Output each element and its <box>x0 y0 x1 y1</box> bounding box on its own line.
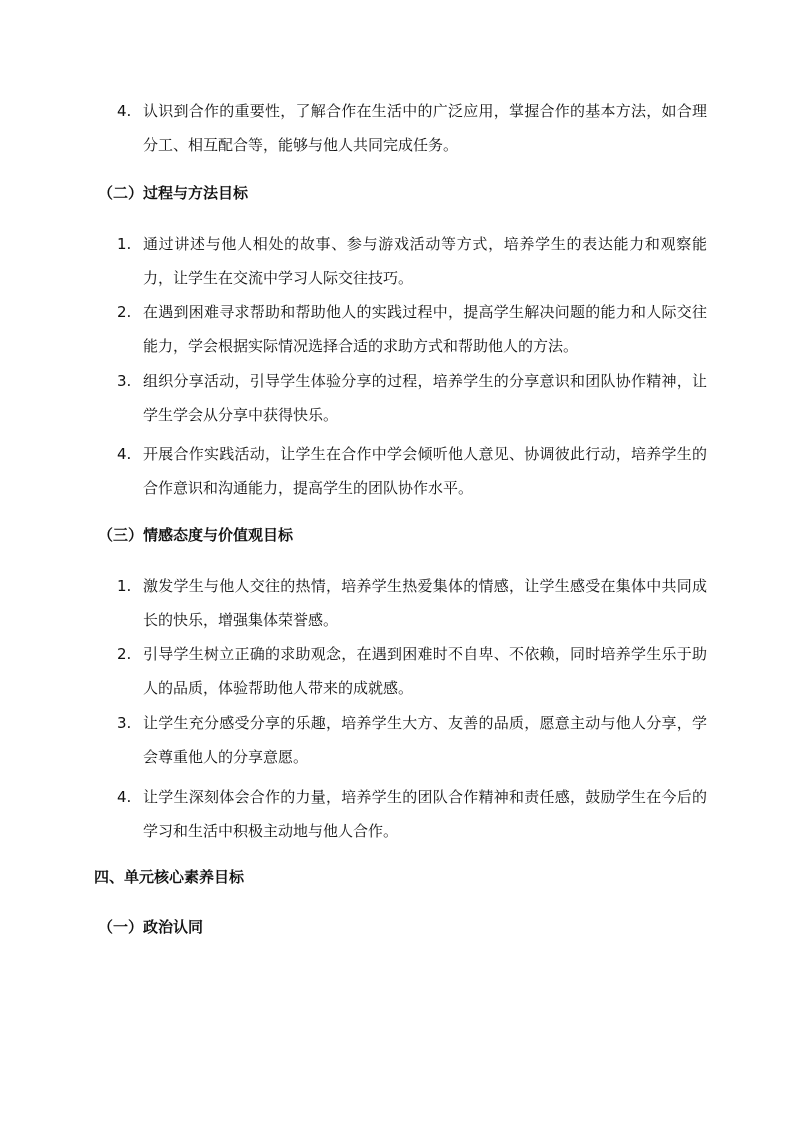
subsection-heading-political-identity: （一）政治认同 <box>98 918 204 936</box>
list-text: 认识到合作的重要性，了解合作在生活中的广泛应用，掌握合作的基本方法，如合理分工、相互配合等，能够与他人共同完成任务。 <box>143 102 707 154</box>
list-item <box>117 227 707 295</box>
list-item <box>117 569 707 637</box>
list-item <box>117 637 707 705</box>
list-number: 4. <box>117 102 132 120</box>
list-number: 1. <box>117 577 132 595</box>
list-number: 3. <box>117 714 132 732</box>
list-text: 让学生充分感受分享的乐趣，培养学生大方、友善的品质，愿意主动与他人分享，学会尊重他人的分享意愿。 <box>143 714 707 766</box>
list-number: 3. <box>117 372 132 390</box>
list-item <box>117 437 707 505</box>
list-text: 开展合作实践活动，让学生在合作中学会倾听他人意见、协调彼此行动，培养学生的合作意识和沟通能力，提高学生的团队协作水平。 <box>143 445 707 497</box>
list-number: 2. <box>117 303 132 321</box>
section-heading-process-methods: （二）过程与方法目标 <box>98 184 249 202</box>
list-text: 在遇到困难寻求帮助和帮助他人的实践过程中，提高学生解决问题的能力和人际交往能力，学会根据实际情况选择合适的求助方式和帮助他人的方法。 <box>143 303 707 355</box>
list-text: 组织分享活动，引导学生体验分享的过程，培养学生的分享意识和团队协作精神，让学生学会从分享中获得快乐。 <box>143 372 707 424</box>
list-number: 2. <box>117 645 132 663</box>
list-text: 通过讲述与他人相处的故事、参与游戏活动等方式，培养学生的表达能力和观察能力，让学生在交流中学习人际交往技巧。 <box>143 235 707 287</box>
list-item <box>117 364 707 432</box>
list-item <box>117 706 707 774</box>
list-text: 激发学生与他人交往的热情，培养学生热爱集体的情感，让学生感受在集体中共同成长的快乐，增强集体荣誉感。 <box>143 577 707 629</box>
list-item <box>117 780 707 848</box>
list-item <box>117 94 707 162</box>
list-text: 让学生深刻体会合作的力量，培养学生的团队合作精神和责任感，鼓励学生在今后的学习和生活中积极主动地与他人合作。 <box>143 788 707 840</box>
section-heading-emotion-values: （三）情感态度与价值观目标 <box>98 526 294 544</box>
list-number: 4. <box>117 788 132 806</box>
list-number: 4. <box>117 445 132 463</box>
list-text: 引导学生树立正确的求助观念，在遇到困难时不自卑、不依赖，同时培养学生乐于助人的品质，体验帮助他人带来的成就感。 <box>143 645 707 697</box>
list-item <box>117 295 707 363</box>
list-number: 1. <box>117 235 132 253</box>
section-heading-core-literacy: 四、单元核心素养目标 <box>94 868 245 886</box>
